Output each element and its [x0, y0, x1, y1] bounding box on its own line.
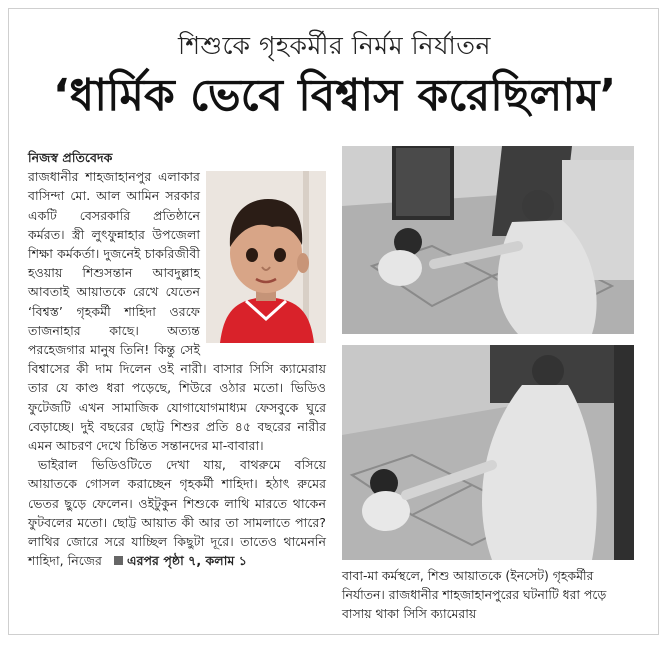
paragraph-2: ভাইরাল ভিডিওটিতে দেখা যায়, বাথরুমে বসিয়ে আয়াতকে গোসল করাচ্ছেন গৃহকর্মী শাহিদা। হঠাৎ রুমের ভেতর ছুড়ে ফেলেন। ওইটুকুন শিশুকে লাথি মারতে থাকেন ফুটবলের মতো। ছোট্ট আয়াত কী আর তা সামলাতে পারে? লাথির জোরে সরে যাচ্ছিল কিছুটা দূরে। তাতেও থামেননি শাহিদা, নিজের এরপর পৃষ্ঠা ৭, কলাম ১: [28, 457, 326, 569]
cctv-photo-bottom: [342, 345, 634, 560]
cctv-photo-top: [342, 146, 634, 334]
continuation-marker: [114, 556, 123, 565]
continuation-note: এরপর পৃষ্ঠা ৭, কলাম ১: [126, 553, 247, 569]
byline: নিজস্ব প্রতিবেদক: [28, 150, 113, 165]
child-inset-photo: [206, 171, 326, 343]
kicker: শিশুকে গৃহকর্মীর নির্মম নির্যাতন: [178, 31, 491, 60]
article-body: [28, 148, 326, 570]
photo-caption: বাবা-মা কর্মস্থলে, শিশু আয়াতকে (ইনসেট) গৃহকর্মীর নির্যাতন। রাজধানীর শাহজাহানপুরের ঘটনাটি ধরা পড়ে বাসায় থাকা সিসি ক্যামেরায়: [342, 568, 607, 621]
headline: ‘ধার্মিক ভেবে বিশ্বাস করেছিলাম’: [52, 70, 617, 121]
paragraph-1: রাজধানীর শাহজাহানপুর এলাকার বাসিন্দা মো. আল আমিন সরকার একটি বেসরকারি প্রতিষ্ঠানে কর্মরত। স্ত্রী লুৎফুন্নাহার উপজেলা শিক্ষা কর্মকর্তা। দুজনেই চাকরিজীবী হওয়ায় শিশুসন্তান আবদুল্লাহ আবতাই আয়াতকে রেখে যেতেন ‘বিশ্বস্ত’ গৃহকর্মী শাহিদা ওরফে তাজনাহার কাছে। অত্যন্ত পরহেজগার মানুষ তিনি! কিন্তু সেই বিশ্বাসের কী দাম দিলেন ওই নারী। বাসার সিসি ক্যামেরায় তার যে কাণ্ড ধরা পড়েছে, শিউরে ওঠার মতো। ভিডিও ফুটেজটি এখন সামাজিক যোগাযোগমাধ্যম ফেসবুকে ঘুরে বেড়াচ্ছে। দুই বছরের ছোট্ট শিশুর প্রতি ৪৫ বছরের নারীর এমন আচরণ দেখে চিন্তিত সন্তানদের মা-বাবারা।: [28, 169, 326, 454]
